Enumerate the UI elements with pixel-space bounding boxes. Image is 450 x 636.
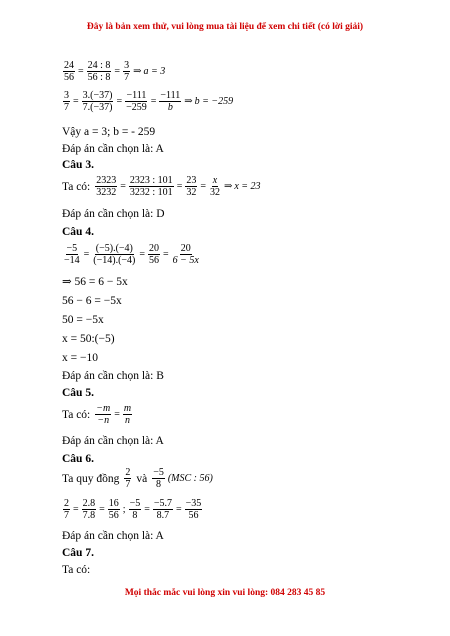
equation-a: $\frac{24}{56}$ = $\frac{24 : 8}{56 : 8}$ = $\frac{3}{7}$ ⇒ a = 3 [64, 60, 166, 83]
q2-conclusion: Vậy a = 3; b = - 259 [62, 126, 156, 138]
q7-title: Câu 7. [62, 547, 94, 559]
q5-title: Câu 5. [62, 387, 94, 399]
fraction: $\frac{3}{7}$ [124, 60, 130, 83]
msc-note: (MSC : 56) [167, 473, 213, 484]
fraction: 2 7 [125, 467, 131, 490]
q4-title: Câu 4. [62, 226, 94, 238]
q4-step: 50 = −5x [62, 314, 104, 326]
q3-equation: Ta có: $\frac{2323}{3232}$ = $\frac{2323 : 101}{3232 : 101}$ = $\frac{23}{32}$ = $\frac{x}{32}$ ⇒ x = 23 [62, 175, 261, 198]
fraction: $\frac{20}{56}$ [149, 243, 160, 266]
fraction: $\frac{2323}{3232}$ [96, 175, 117, 198]
fraction: −5 8 [153, 467, 164, 490]
fraction: $\frac{24 : 8}{56 : 8}$ [87, 60, 111, 83]
preview-notice-header: Đây là bản xem thử, vui lòng mua tài liệu để xem chi tiết (có lời giải) [86, 22, 364, 32]
fraction: $\frac{-5.7}{8.7}$ [153, 498, 172, 521]
q4-step: ⇒ 56 = 6 − 5x [62, 276, 128, 288]
q4-answer: Đáp án cần chọn là: B [62, 370, 164, 382]
fraction: $\frac{m}{n}$ [123, 403, 132, 426]
q3-answer: Đáp án cần chọn là: D [62, 208, 165, 220]
equation-b: $\frac{3}{7}$ = $\frac{3.(-37)}{7.(-37)}$ = $\frac{-111}{-259}$ = $\frac{-111}{b}$ ⇒ b = −259 [64, 90, 234, 113]
q5-equation: Ta có: $\frac{-m}{-n}$ = $\frac{m}{n}$ [62, 403, 132, 426]
fraction: $\frac{-5}{-14}$ [64, 243, 80, 266]
q6-title: Câu 6. [62, 453, 94, 465]
fraction: $\frac{23}{32}$ [186, 175, 197, 198]
q6-answer: Đáp án cần chọn là: A [62, 530, 164, 542]
equation-result: b = −259 [194, 96, 234, 107]
q6-equation: $\frac{2}{7}$ = $\frac{2.8}{7.8}$ = $\frac{16}{56}$ ; $\frac{-5}{8}$ = $\frac{-5.7}{8.7}$ = $\frac{-35}{56}$ [64, 498, 202, 521]
equation-result: a = 3 [143, 66, 166, 77]
fraction: $\frac{-5}{8}$ [129, 498, 141, 521]
equation-result: x = 23 [234, 181, 261, 192]
fraction: $\frac{24}{56}$ [64, 60, 74, 83]
fraction: $\frac{-111}{b}$ [160, 90, 181, 113]
q6-intro: Ta quy đồng 2 7 và −5 8 (MSC : 56) [62, 467, 213, 490]
q4-step: 56 − 6 = −5x [62, 295, 122, 307]
fraction: $\frac{3}{7}$ [64, 90, 69, 113]
fraction: $\frac{20}{6 - 5x}$ [172, 243, 199, 266]
q3-title: Câu 3. [62, 159, 94, 171]
fraction: $\frac{16}{56}$ [108, 498, 119, 521]
fraction: $\frac{-m}{-n}$ [96, 403, 111, 426]
fraction: $\frac{2323 : 101}{3232 : 101}$ [129, 175, 173, 198]
fraction: $\frac{(-5).(-4)}{(-14).(-4)}$ [93, 243, 136, 266]
fraction: $\frac{2.8}{7.8}$ [82, 498, 96, 521]
fraction: $\frac{3.(-37)}{7.(-37)}$ [82, 90, 113, 113]
fraction: $\frac{-111}{-259}$ [126, 90, 147, 113]
fraction: $\frac{x}{32}$ [209, 175, 220, 198]
fraction: $\frac{2}{7}$ [64, 498, 69, 521]
q4-step: x = −10 [62, 352, 98, 364]
q4-step: x = 50:(−5) [62, 333, 115, 345]
q4-equation: $\frac{-5}{-14}$ = $\frac{(-5).(-4)}{(-14).(-4)}$ = $\frac{20}{56}$ = $\frac{20}{6 - 5x}$ [64, 243, 199, 266]
q2-answer: Đáp án cần chọn là: A [62, 143, 164, 155]
q7-lead: Ta có: [62, 564, 91, 576]
contact-footer: Mọi thắc mắc vui lòng xin vui lòng: 084 283 45 85 [124, 588, 326, 598]
fraction: $\frac{-35}{56}$ [185, 498, 202, 521]
q5-answer: Đáp án cần chọn là: A [62, 435, 164, 447]
